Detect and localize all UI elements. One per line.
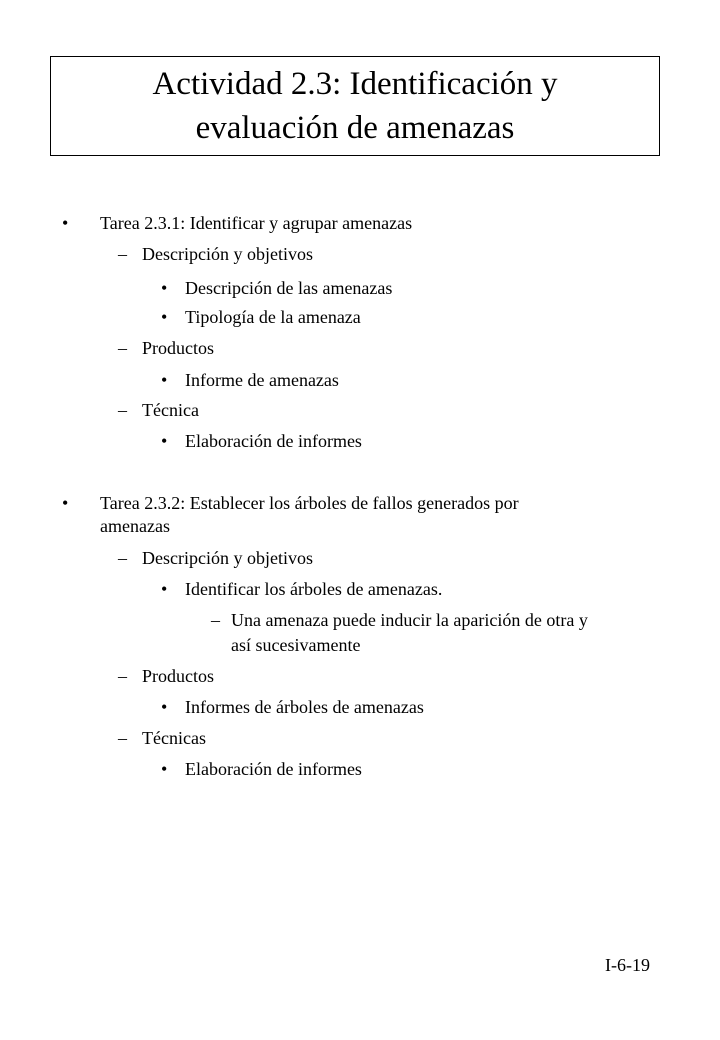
slide-title-line-1: Actividad 2.3: Identificación y [152,66,558,102]
bullet-icon: • [161,278,168,298]
task-1-title: Tarea 2.3.1: Identificar y agrupar amenazas [100,213,413,233]
bullet-icon: • [161,579,168,599]
bullet-icon: • [62,493,69,513]
task-2-desc-subitem-line-2: así sucesivamente [231,635,361,655]
slide-title [50,56,660,156]
dash-icon: – [118,548,127,568]
dash-icon: – [211,610,220,630]
dash-icon: – [118,728,127,748]
bullet-icon: • [161,307,168,327]
bullet-icon: • [161,697,168,717]
page-number: I-6-19 [605,955,650,975]
bullet-icon: • [62,213,69,233]
task-2-title-line-2: amenazas [100,516,170,536]
dash-icon: – [118,338,127,358]
dash-icon: – [118,400,127,420]
bullet-icon: • [161,431,168,451]
dash-icon: – [118,666,127,686]
bullet-icon: • [161,370,168,390]
dash-icon: – [118,244,127,264]
slide-title-line-2: evaluación de amenazas [195,110,515,146]
bullet-icon: • [161,759,168,779]
task-2-title-line-1: Tarea 2.3.2: Establecer los árboles de fallos generados por [100,493,519,513]
